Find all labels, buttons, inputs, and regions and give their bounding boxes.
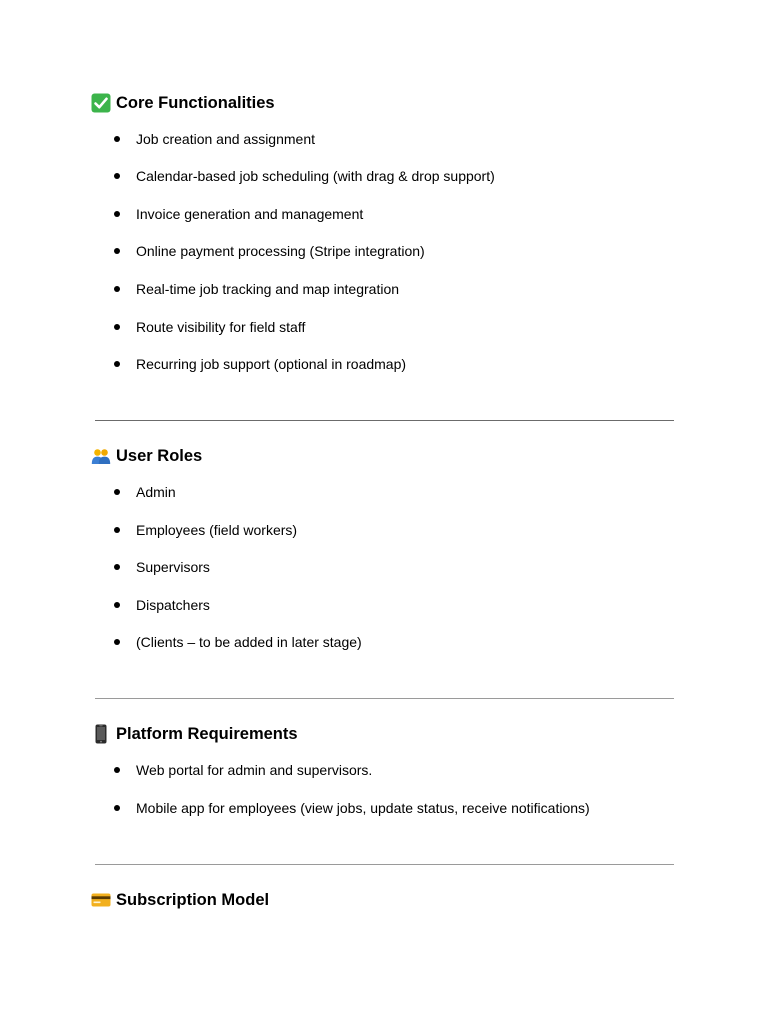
divider — [95, 864, 674, 865]
section-title: Subscription Model — [116, 890, 270, 909]
bullet — [114, 489, 120, 495]
bullet — [114, 767, 120, 773]
heading-subscription-model — [91, 888, 269, 912]
bullet — [114, 361, 120, 367]
list-item: Admin — [113, 483, 176, 501]
bullet — [114, 602, 120, 608]
heading-user-roles — [91, 444, 202, 468]
divider — [95, 698, 674, 699]
list-item: Online payment processing (Stripe integration) — [113, 242, 425, 260]
list-item: Employees (field workers) — [113, 521, 297, 539]
list-item: Supervisors — [113, 558, 210, 576]
bullet — [114, 248, 120, 254]
bullet — [114, 564, 120, 570]
list-item: Job creation and assignment — [113, 130, 315, 148]
bullet — [114, 211, 120, 217]
section-title: User Roles — [116, 446, 203, 465]
bullet — [114, 805, 120, 811]
list-item: Web portal for admin and supervisors. — [113, 761, 372, 779]
heading-platform-requirements — [91, 722, 298, 746]
users-icon — [91, 446, 111, 466]
section-title: Core Functionalities — [116, 93, 275, 112]
bullet — [114, 527, 120, 533]
list-item: (Clients – to be added in later stage) — [113, 633, 362, 651]
divider — [95, 420, 674, 421]
bullet — [114, 136, 120, 142]
list-item: Calendar-based job scheduling (with drag & drop support) — [113, 167, 495, 185]
list-item: Route visibility for field staff — [113, 318, 305, 336]
bullet — [114, 639, 120, 645]
list-item: Dispatchers — [113, 596, 210, 614]
mobile-phone-icon — [91, 724, 111, 744]
bullet — [114, 324, 120, 330]
credit-card-icon — [91, 890, 111, 910]
list-item: Mobile app for employees (view jobs, update status, receive notifications) — [113, 799, 590, 817]
section-title: Platform Requirements — [116, 724, 298, 743]
list-item: Invoice generation and management — [113, 205, 363, 223]
bullet — [114, 286, 120, 292]
list-item: Recurring job support (optional in roadmap) — [113, 355, 406, 373]
bullet — [114, 173, 120, 179]
list-item: Real-time job tracking and map integration — [113, 280, 399, 298]
heading-core-functionalities — [91, 91, 275, 115]
check-mark-icon — [91, 93, 111, 113]
